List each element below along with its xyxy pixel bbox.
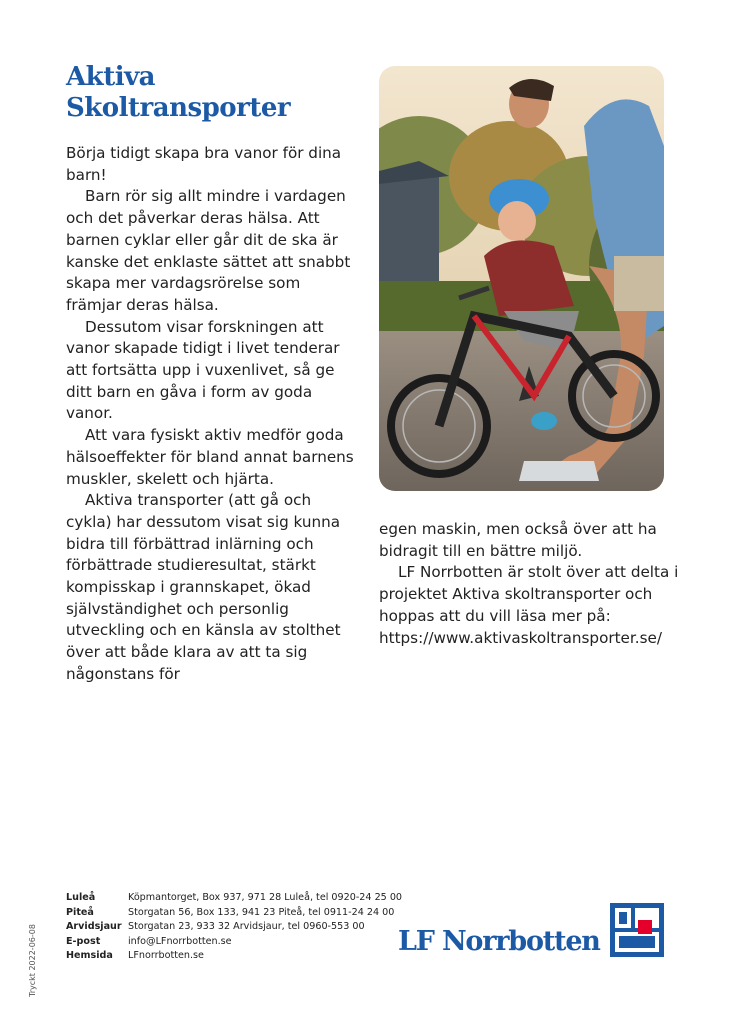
contact-footer (66, 891, 402, 964)
article-column-right (379, 519, 679, 649)
paragraph: Börja tidigt skapa bra vanor för dina barn! (66, 144, 342, 184)
contact-value: Köpmantorget, Box 937, 971 28 Luleå, tel 0920-24 25 00 (128, 892, 403, 903)
paragraph: egen maskin, men också över att ha bidragit till en bättre miljö. (379, 520, 657, 560)
paragraph: Att vara fysiskt aktiv medför goda hälsoeffekter för bland annat barnens muskler, skelett och hjärta. (66, 426, 354, 488)
page-title (66, 62, 290, 124)
contact-row (66, 891, 402, 906)
contact-row (66, 906, 402, 921)
logo-wordmark: LF Norrbotten (398, 926, 600, 957)
photo-illustration (379, 66, 664, 491)
contact-row (66, 920, 402, 935)
contact-label: Luleå (66, 892, 96, 903)
title-line-2: Skoltransporter (66, 93, 291, 123)
article-column-left (66, 143, 356, 686)
paragraph: Dessutom visar forskningen att vanor skapade tidigt i livet tenderar att fortsätta upp i vuxenlivet, så ge ditt barn en gåva i form av goda vanor. (66, 317, 340, 423)
paragraph: Barn rör sig allt mindre i vardagen och det påverkar deras hälsa. Att barnen cyklar eller går dit de ska är kanske det enklaste sättet att snabbt skapa mer vardagsrörelse som främjar deras hälsa. (66, 187, 351, 314)
paragraph: LF Norrbotten är stolt över att delta i projektet Aktiva skoltransporter och hoppas att du vill läsa mer på: https://www.aktivaskoltransporter.se/ (379, 563, 679, 647)
print-date: Tryckt 2022-06-08 (28, 924, 37, 997)
contact-value: Storgatan 23, 933 32 Arvidsjaur, tel 0960-553 00 (128, 921, 365, 933)
website-link[interactable]: LFnorrbotten.se (128, 950, 204, 962)
contact-row (66, 949, 402, 964)
logo-mark-icon (610, 903, 664, 957)
email-link[interactable]: info@LFnorrbotten.se (128, 935, 232, 947)
contact-row (66, 935, 402, 950)
contact-label: E-post (66, 935, 101, 947)
contact-label: Piteå (66, 906, 94, 918)
contact-label: Arvidsjaur (66, 921, 122, 933)
photo-child-bicycle (379, 66, 664, 491)
paragraph: Aktiva transporter (att gå och cykla) har dessutom visat sig kunna bidra till förbättrad inlärning och förbättrade studieresultat, stärkt kompisskap i grannskapet, ökad självständighet och personlig utveckling och en känsla av stolthet över att både klara av att ta sig någonstans för (66, 491, 341, 683)
title-line-1: Aktiva (66, 62, 156, 92)
contact-value: Storgatan 56, Box 133, 941 23 Piteå, tel 0911-24 24 00 (128, 906, 395, 918)
contact-label: Hemsida (66, 950, 113, 962)
